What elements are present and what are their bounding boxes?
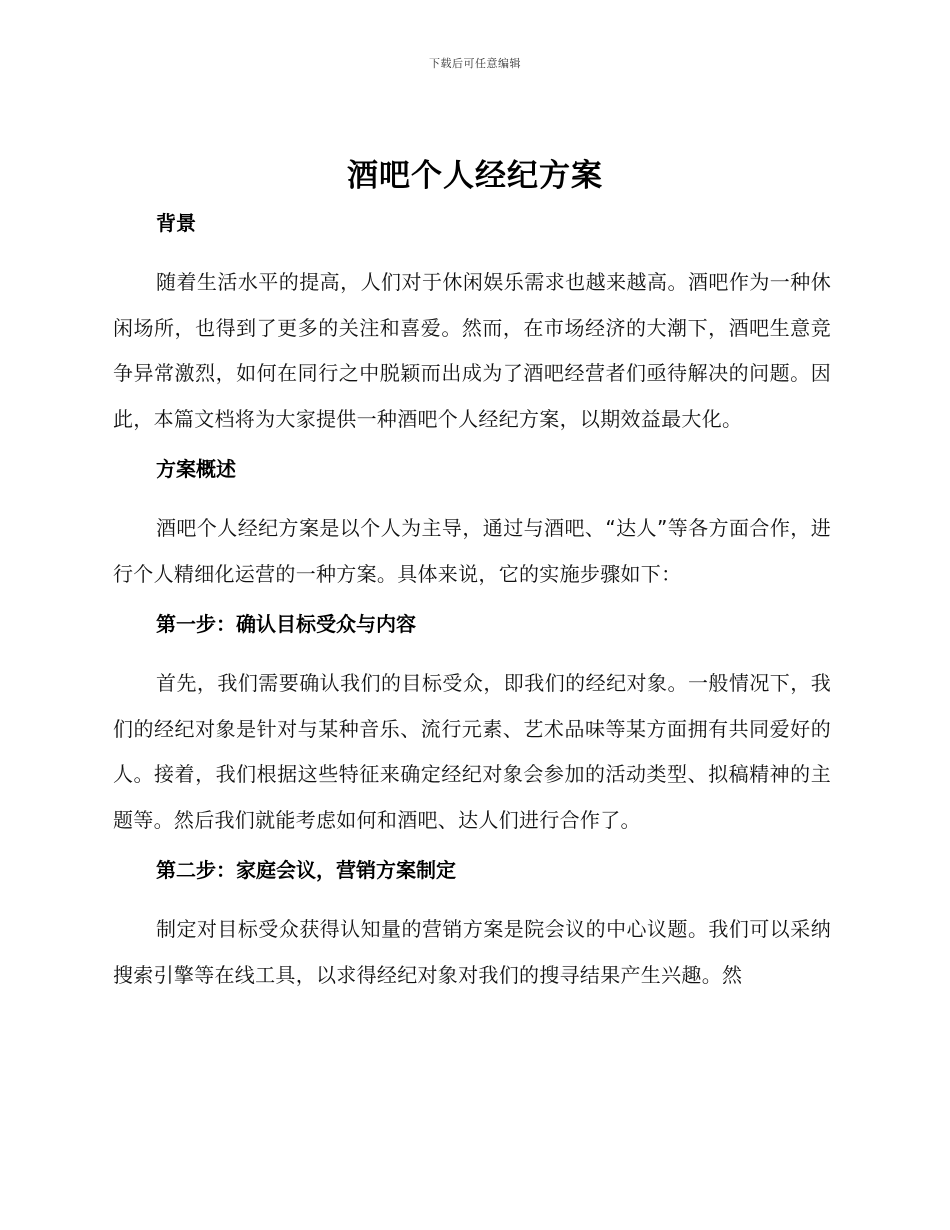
section-heading-overview: 方案概述 (156, 457, 236, 481)
section-heading-step2: 第二步：家庭会议，营销方案制定 (156, 858, 456, 882)
document-body (113, 208, 831, 998)
section-heading-background: 背景 (156, 211, 196, 235)
section-paragraph-background: 随着生活水平的提高，人们对于休闲娱乐需求也越来越高。酒吧作为一种休闲场所，也得到了更多的关注和喜爱。然而，在市场经济的大潮下，酒吧生意竞争异常激烈，如何在同行之中脱颖而出成为了酒吧经营者们亟待解决的问题。因此，本篇文档将为大家提供一种酒吧个人经纪方案，以期效益最大化。 (113, 270, 831, 431)
section-heading-step1: 第一步：确认目标受众与内容 (156, 612, 416, 636)
section-paragraph-step2: 制定对目标受众获得认知量的营销方案是院会议的中心议题。我们可以采纳搜索引擎等在线工具，以求得经纪对象对我们的搜寻结果产生兴趣。然 (113, 917, 831, 987)
header-note: 下载后可任意编辑 (429, 57, 521, 70)
document-title: 酒吧个人经纪方案 (347, 158, 603, 194)
section-paragraph-step1: 首先，我们需要确认我们的目标受众，即我们的经纪对象。一般情况下，我们的经纪对象是针对与某种音乐、流行元素、艺术品味等某方面拥有共同爱好的人。接着，我们根据这些特征来确定经纪对象会参加的活动类型、拟稿精神的主题等。然后我们就能考虑如何和酒吧、达人们进行合作了。 (113, 671, 831, 832)
section-paragraph-overview: 酒吧个人经纪方案是以个人为主导，通过与酒吧、“达人”等各方面合作，进行个人精细化运营的一种方案。具体来说，它的实施步骤如下： (113, 516, 831, 586)
